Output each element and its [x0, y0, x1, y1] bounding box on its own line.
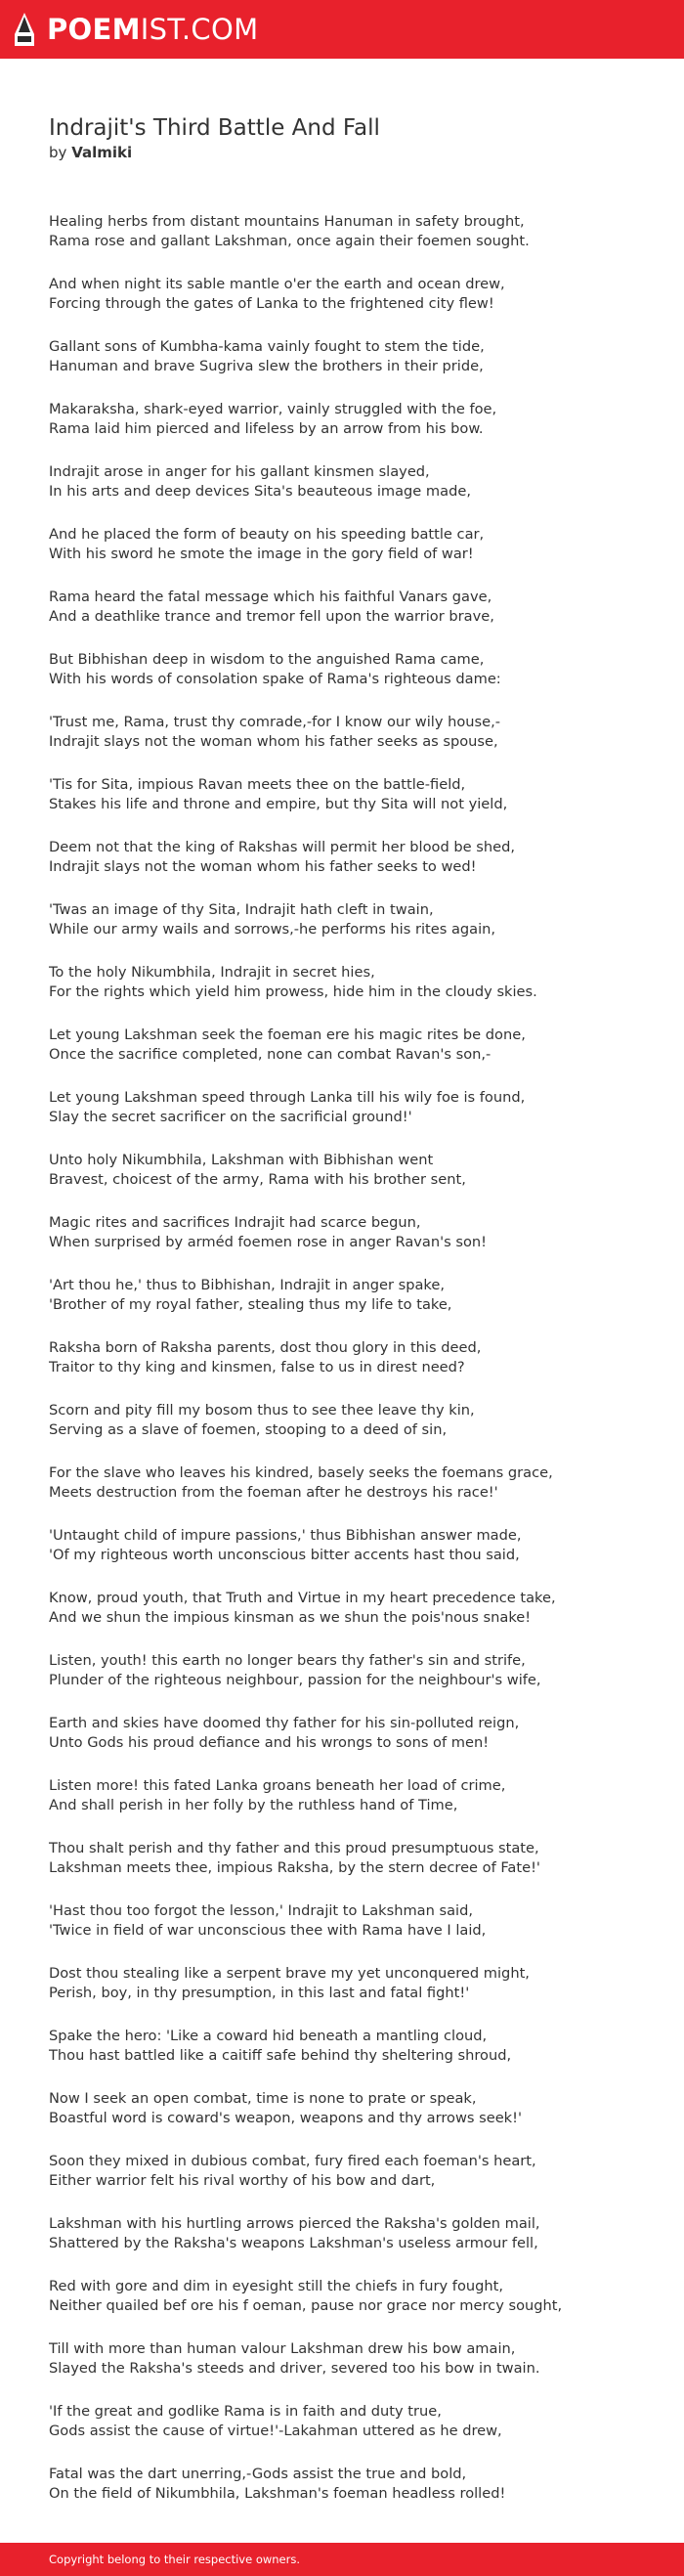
- poem-line: Indrajit slays not the woman whom his father seeks as spouse,: [49, 733, 498, 750]
- poem-line: Shattered by the Raksha's weapons Lakshman's useless armour fell,: [49, 2235, 538, 2251]
- poem-line: Know, proud youth, that Truth and Virtue in my heart precedence take,: [49, 1590, 556, 1606]
- poem-line: Fatal was the dart unerring,-Gods assist the true and bold,: [49, 2466, 467, 2482]
- poem-line: Indrajit arose in anger for his gallant kinsmen slayed,: [49, 463, 430, 480]
- poem-line: Boastful word is coward's weapon, weapons and thy arrows seek!': [49, 2110, 522, 2126]
- stanza: [49, 650, 655, 689]
- poem-header: [49, 113, 635, 162]
- poem-line: Let young Lakshman seek the foeman ere his magic rites be done,: [49, 1026, 526, 1043]
- stanza: [49, 1026, 655, 1065]
- poem-line: Soon they mixed in dubious combat, fury fired each foeman's heart,: [49, 2153, 536, 2169]
- poem-line: Healing herbs from distant mountains Hanuman in safety brought,: [49, 213, 525, 230]
- stanza: [49, 1338, 655, 1377]
- stanza: [49, 1213, 655, 1252]
- stanza: [49, 713, 655, 752]
- stanza: [49, 1776, 655, 1815]
- poem-line: On the field of Nikumbhila, Lakshman's foeman headless rolled!: [49, 2485, 506, 2502]
- poem-line: Lakshman with his hurtling arrows pierced the Raksha's golden mail,: [49, 2215, 540, 2232]
- poem-line: Slayed the Raksha's steeds and driver, severed too his bow in twain.: [49, 2360, 540, 2377]
- poem-line: Raksha born of Raksha parents, dost thou glory in this deed,: [49, 1339, 482, 1356]
- poem-line: Gallant sons of Kumbha-kama vainly fought to stem the tide,: [49, 338, 485, 355]
- stanza: [49, 838, 655, 877]
- poem-line: 'Of my righteous worth unconscious bitter accents hast thou said,: [49, 1547, 520, 1563]
- logo-text-light: IST.COM: [140, 12, 259, 46]
- poem-line: Lakshman meets thee, impious Raksha, by the stern decree of Fate!': [49, 1859, 540, 1876]
- poem-line: Indrajit slays not the woman whom his father seeks to wed!: [49, 858, 477, 875]
- stanza: [49, 2089, 655, 2128]
- stanza: [49, 775, 655, 814]
- poem-line: With his words of consolation spake of Rama's righteous dame:: [49, 671, 501, 687]
- stanza: [49, 1151, 655, 1190]
- stanza: [49, 1839, 655, 1878]
- poem-line: Neither quailed bef ore his f oeman, pause nor grace nor mercy sought,: [49, 2297, 563, 2314]
- poem-line: Either warrior felt his rival worthy of his bow and dart,: [49, 2172, 436, 2189]
- poem-line: Traitor to thy king and kinsmen, false to us in direst need?: [49, 1359, 465, 1375]
- poem-line: Makaraksha, shark-eyed warrior, vainly struggled with the foe,: [49, 401, 497, 417]
- poem-line: While our army wails and sorrows,-he performs his rites again,: [49, 921, 496, 938]
- by-label: by: [49, 144, 67, 161]
- poem-line: And when night its sable mantle o'er the earth and ocean drew,: [49, 276, 505, 292]
- poem-line: 'Tis for Sita, impious Ravan meets thee on the battle-field,: [49, 776, 466, 793]
- stanza: [49, 1088, 655, 1127]
- poem-line: And a deathlike trance and tremor fell upon the warrior brave,: [49, 608, 494, 625]
- poem-line: But Bibhishan deep in wisdom to the anguished Rama came,: [49, 651, 485, 668]
- poem-line: Now I seek an open combat, time is none to prate or speak,: [49, 2090, 477, 2107]
- stanza: [49, 1714, 655, 1753]
- poem-line: And he placed the form of beauty on his speeding battle car,: [49, 526, 485, 543]
- poem-line: 'Brother of my royal father, stealing thus my life to take,: [49, 1296, 452, 1313]
- stanza: [49, 2339, 655, 2379]
- stanza: [49, 1651, 655, 1690]
- site-footer: [0, 2543, 684, 2576]
- poem-line: And we shun the impious kinsman as we shun the pois'nous snake!: [49, 1609, 532, 1626]
- poem-title: Indrajit's Third Battle And Fall: [49, 115, 380, 141]
- poem-line: Deem not that the king of Rakshas will permit her blood be shed,: [49, 839, 515, 855]
- poem-line: Scorn and pity fill my bosom thus to see thee leave thy kin,: [49, 1402, 475, 1419]
- poem-line: For the rights which yield him prowess, hide him in the cloudy skies.: [49, 983, 537, 1000]
- poem-line: Thou hast battled like a caitiff safe behind thy sheltering shroud,: [49, 2047, 512, 2064]
- poem-line: Till with more than human valour Lakshman drew his bow amain,: [49, 2340, 516, 2357]
- stanza: [49, 462, 655, 502]
- poem-line: Serving as a slave of foemen, stooping to a deed of sin,: [49, 1421, 448, 1438]
- poem-line: Hanuman and brave Sugriva slew the brothers in their pride,: [49, 358, 484, 374]
- poem-line: 'Trust me, Rama, trust thy comrade,-for I know our wily house,-: [49, 714, 501, 730]
- poem-line: 'Twas an image of thy Sita, Indrajit hath cleft in twain,: [49, 901, 434, 918]
- site-header: [0, 0, 684, 59]
- poem-line: Stakes his life and throne and empire, but thy Sita will not yield,: [49, 796, 508, 812]
- poem-line: 'Twice in field of war unconscious thee with Rama have I laid,: [49, 1922, 487, 1939]
- poem-line: Listen more! this fated Lanka groans beneath her load of crime,: [49, 1777, 506, 1794]
- poem-line: Plunder of the righteous neighbour, passion for the neighbour's wife,: [49, 1672, 541, 1688]
- stanza: [49, 1463, 655, 1503]
- poem-line: Forcing through the gates of Lanka to the frightened city flew!: [49, 295, 494, 312]
- stanza: [49, 525, 655, 564]
- stanza: [49, 400, 655, 439]
- poem-line: Earth and skies have doomed thy father for his sin-polluted reign,: [49, 1715, 520, 1731]
- poem-line: 'Art thou he,' thus to Bibhishan, Indrajit in anger spake,: [49, 1277, 445, 1293]
- poem-line: Rama rose and gallant Lakshman, once again their foemen sought.: [49, 233, 530, 249]
- stanza: [49, 1526, 655, 1565]
- stanza: [49, 337, 655, 376]
- stanza: [49, 2214, 655, 2253]
- poem-line: Once the sacrifice completed, none can combat Ravan's son,-: [49, 1046, 492, 1063]
- poem-line: With his sword he smote the image in the gory field of war!: [49, 546, 474, 562]
- poem-line: Thou shalt perish and thy father and this proud presumptuous state,: [49, 1840, 539, 1856]
- poem-line: When surprised by arméd foemen rose in anger Ravan's son!: [49, 1234, 487, 1250]
- poem-line: To the holy Nikumbhila, Indrajit in secret hies,: [49, 964, 375, 981]
- poem-line: 'Hast thou too forgot the lesson,' Indrajit to Lakshman said,: [49, 1902, 474, 1919]
- poem-line: 'Untaught child of impure passions,' thus Bibhishan answer made,: [49, 1527, 522, 1544]
- poem-line: Rama heard the fatal message which his faithful Vanars gave,: [49, 589, 492, 605]
- poem-line: Unto Gods his proud defiance and his wrongs to sons of men!: [49, 1734, 490, 1751]
- stanza: [49, 963, 655, 1002]
- stanza: [49, 2152, 655, 2191]
- poem-line: Magic rites and sacrifices Indrajit had scarce begun,: [49, 1214, 421, 1231]
- poem-line: Slay the secret sacrificer on the sacrificial ground!': [49, 1109, 412, 1125]
- poem-line: Listen, youth! this earth no longer bears thy father's sin and strife,: [49, 1652, 526, 1669]
- stanza: [49, 1401, 655, 1440]
- stanza: [49, 1276, 655, 1315]
- poem-line: Meets destruction from the foeman after he destroys his race!': [49, 1484, 498, 1501]
- stanza: [49, 1964, 655, 2003]
- stanza: [49, 212, 655, 251]
- poem-line: 'If the great and godlike Rama is in faith and duty true,: [49, 2403, 442, 2420]
- poem-line: Unto holy Nikumbhila, Lakshman with Bibhishan went: [49, 1152, 434, 1168]
- stanza: [49, 900, 655, 939]
- stanza: [49, 2402, 655, 2441]
- poem-line: Red with gore and dim in eyesight still the chiefs in fury fought,: [49, 2278, 503, 2294]
- byline: [49, 143, 635, 162]
- stanza: [49, 2027, 655, 2066]
- pen-nib-icon: [14, 13, 35, 46]
- poem-line: Dost thou stealing like a serpent brave my yet unconquered might,: [49, 1965, 530, 1982]
- stanza: [49, 1901, 655, 1941]
- poem-line: Let young Lakshman speed through Lanka till his wily foe is found,: [49, 1089, 526, 1106]
- logo-text-bold: POEM: [47, 12, 141, 46]
- stanza: [49, 588, 655, 627]
- poem-line: In his arts and deep devices Sita's beauteous image made,: [49, 483, 471, 500]
- poem-line: Gods assist the cause of virtue!'-Lakahman uttered as he drew,: [49, 2423, 502, 2439]
- stanza: [49, 1589, 655, 1628]
- poem-line: Bravest, choicest of the army, Rama with his brother sent,: [49, 1171, 466, 1188]
- copyright-text: Copyright belong to their respective owners.: [49, 2553, 301, 2566]
- poem-line: Perish, boy, in thy presumption, in this last and fatal fight!': [49, 1985, 470, 2001]
- stanza: [49, 275, 655, 314]
- stanza: [49, 2465, 655, 2504]
- author-link[interactable]: Valmiki: [71, 144, 133, 161]
- poem-line: Spake the hero: 'Like a coward hid beneath a mantling cloud,: [49, 2028, 488, 2044]
- site-logo-link[interactable]: [47, 12, 259, 46]
- poem-line: And shall perish in her folly by the ruthless hand of Time,: [49, 1797, 458, 1813]
- poem-line: Rama laid him pierced and lifeless by an arrow from his bow.: [49, 420, 484, 437]
- poem-line: For the slave who leaves his kindred, basely seeks the foemans grace,: [49, 1464, 553, 1481]
- poem-body: [49, 212, 655, 2527]
- stanza: [49, 2277, 655, 2316]
